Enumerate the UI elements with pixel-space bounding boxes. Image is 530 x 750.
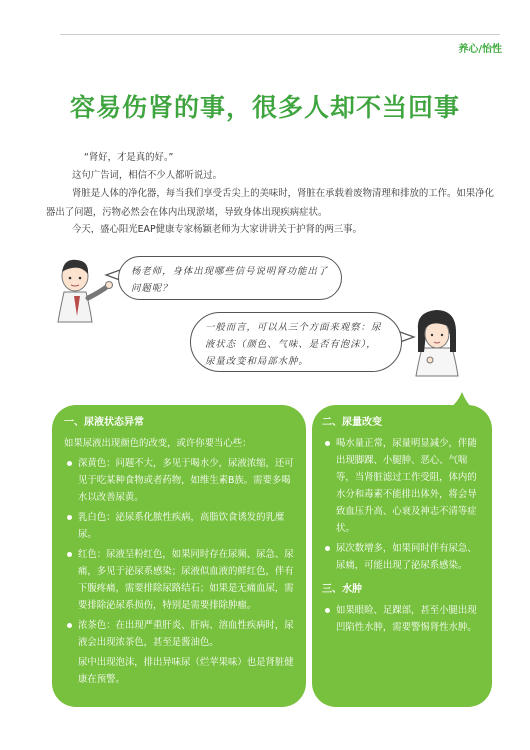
- intro-paragraph: 肾脏是人体的净化器，每当我们享受舌尖上的美味时，肾脏在承载着废物清理和排放的工作。如果净化器出了问题，污物必然会在体内出现淤堵，导致身体出现疾病症状。: [46, 188, 494, 218]
- question-text: 杨老师，身体出现哪些信号说明肾功能出了问题呢？: [131, 266, 329, 294]
- urine-color-list: [64, 455, 294, 688]
- question-bubble: [118, 256, 342, 300]
- list-item: 深黄色：问题不大，多见于喝水少，尿液浓缩，还可见于吃某种食物或者药物，如维生素B族。需要多喝水以改善尿黄。: [64, 455, 294, 506]
- urine-state-heading: 一、尿液状态异常: [64, 417, 144, 428]
- female-character-illustration: [410, 304, 466, 376]
- urine-volume-list: [322, 435, 482, 574]
- list-item: 如果眼睑、足踝部，甚至小腿出现凹陷性水肿，需要警惕肾性水肿。: [322, 602, 482, 636]
- male-character-illustration: [46, 252, 116, 322]
- intro-lead: 今天，盛心阳光EAP健康专家杨颖老师为大家讲讲关于护肾的两三事。: [72, 224, 362, 235]
- urine-volume-box: [312, 405, 492, 707]
- list-item: 乳白色：泌尿系化脓性疾病，高脂饮食诱发的乳糜尿。: [64, 509, 294, 543]
- list-item: 浓茶色：在出现严重肝炎、肝病、溶血性疾病时，尿液会出现浓茶色，甚至是酱油色。: [64, 617, 294, 651]
- list-item-extra: 尿中出现泡沫，排出异味尿（烂苹果味）也是肾脏健康在预警。: [78, 657, 294, 685]
- list-item: 喝水量正常，尿量明显减少，伴随出现脚踝、小腿肿、恶心、气喘等，当肾脏滤过工作受阻，体内的水分和毒素不能排出体外，将会导致血压升高、心衰及神志不清等症状。: [322, 435, 482, 537]
- list-item: 尿次数增多，如果同时伴有尿急、尿痛，可能出现了泌尿系感染。: [322, 540, 482, 574]
- intro-line: 这句广告词，相信不少人都听说过。: [72, 170, 223, 181]
- urine-state-intro: 如果尿液出现颜色的改变，或许你要当心些：: [64, 438, 252, 449]
- answer-bubble: [190, 312, 402, 372]
- list-item: 红色：尿液呈粉红色，如果同时存在尿频、尿急、尿痛，多见于泌尿系感染；尿液似血液的鲜红色，伴有下腹疼痛，需要排除尿路结石；如果是无痛血尿，需要排除泌尿系损伤，特别是需要排除肿瘤。: [64, 546, 294, 614]
- edema-heading: 三、水肿: [322, 584, 362, 595]
- header-rule: [60, 34, 500, 35]
- answer-text: 一般而言，可以从三个方面来观察：尿液状态（颜色、气味、是否有泡沫），尿量改变和局部水肿。: [205, 322, 382, 367]
- intro-quote: “肾好，才是真的好。”: [84, 152, 174, 163]
- page-title: 容易伤肾的事，很多人却不当回事: [69, 93, 460, 122]
- edema-list: [322, 602, 482, 636]
- urine-volume-heading: 二、尿量改变: [322, 417, 382, 428]
- urine-state-box: [52, 405, 306, 707]
- section-tag: 养心/怡性: [458, 44, 502, 55]
